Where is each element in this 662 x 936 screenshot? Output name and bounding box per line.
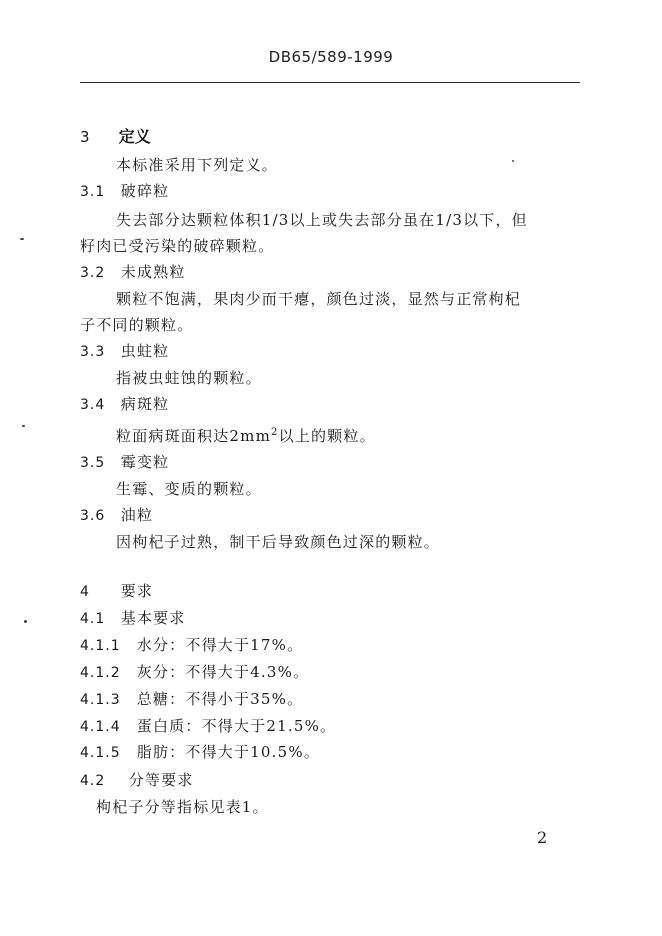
- section-4-1-1: [80, 635, 303, 656]
- section-title: 未成熟粒: [120, 263, 186, 281]
- section-3-4-heading: [80, 394, 169, 415]
- section-4-1-heading: [80, 608, 186, 629]
- section-number: 3.4: [80, 397, 106, 413]
- scan-speck: [512, 160, 514, 162]
- text-part: 以上的颗粒。: [278, 427, 376, 445]
- section-3-1-text-line-1: 失去部分达颗粒体积1/3以上或失去部分虽在1/3以下，但: [116, 211, 528, 229]
- text-part: 粒面病斑面积达2mm: [116, 427, 271, 445]
- section-title: 霉变粒: [120, 453, 170, 471]
- section-title: 病斑粒: [120, 395, 170, 413]
- section-3-1-text-line-2: 籽肉已受污染的破碎颗粒。: [80, 237, 275, 255]
- section-3-3-text: 指被虫蛀蚀的颗粒。: [116, 369, 262, 387]
- section-title: 虫蛀粒: [120, 342, 170, 360]
- section-title: 分等要求: [128, 771, 194, 789]
- page-number: 2: [537, 828, 548, 847]
- section-4-2-text: 枸杞子分等指标见表1。: [96, 798, 269, 816]
- section-3-6-heading: [80, 505, 153, 526]
- section-number: 4.1.5: [80, 745, 121, 761]
- section-3-heading: [80, 127, 151, 147]
- section-4-1-3: [80, 689, 303, 710]
- section-3-4-text: [116, 423, 376, 446]
- section-title: 定义: [118, 127, 151, 146]
- section-title: 要求: [120, 582, 154, 600]
- standard-code: DB65/589-1999: [268, 48, 394, 66]
- section-number: 3.6: [80, 508, 106, 524]
- requirement-text: 灰分：不得大于4.3%。: [136, 663, 310, 681]
- requirement-text: 水分：不得大于17%。: [136, 636, 304, 654]
- section-number: 3.1: [80, 184, 106, 200]
- section-number: 4.1.2: [80, 665, 121, 681]
- section-number: 4.1: [80, 611, 106, 627]
- section-number: 4.1.4: [80, 719, 121, 735]
- section-title: 油粒: [120, 506, 154, 524]
- requirement-text: 脂肪：不得大于10.5%。: [136, 743, 321, 761]
- section-number: 3.2: [80, 265, 106, 281]
- section-number: 4: [80, 584, 90, 600]
- section-number: 3: [80, 128, 90, 146]
- scan-speck: [24, 620, 27, 623]
- section-4-heading: [80, 581, 153, 602]
- section-number: 3.3: [80, 344, 106, 360]
- section-3-intro: 本标准采用下列定义。: [116, 156, 279, 174]
- section-3-2-text-line-2: 子不同的颗粒。: [80, 316, 194, 334]
- section-4-1-5: [80, 742, 320, 763]
- requirement-text: 蛋白质：不得大于21.5%。: [136, 717, 337, 735]
- section-number: 4.1.1: [80, 638, 121, 654]
- scan-speck: [20, 238, 24, 240]
- section-title: 基本要求: [120, 609, 186, 627]
- section-number: 4.2: [80, 773, 106, 789]
- section-number: 3.5: [80, 455, 106, 471]
- header-rule: [80, 82, 580, 83]
- section-3-5-text: 生霉、变质的颗粒。: [116, 480, 262, 498]
- superscript: 2: [271, 427, 279, 438]
- section-title: 破碎粒: [120, 182, 170, 200]
- section-3-2-text-line-1: 颗粒不饱满，果肉少而干瘪，颜色过淡，显然与正常枸杞: [116, 290, 522, 308]
- section-4-1-2: [80, 662, 309, 683]
- section-3-5-heading: [80, 452, 169, 473]
- section-4-1-4: [80, 716, 336, 737]
- section-3-1-heading: [80, 181, 169, 202]
- requirement-text: 总糖：不得小于35%。: [136, 690, 304, 708]
- scan-speck: [22, 425, 25, 427]
- section-4-2-heading: [80, 770, 194, 791]
- section-3-3-heading: [80, 341, 169, 362]
- section-3-6-text: 因枸杞子过熟，制干后导致颜色过深的颗粒。: [116, 533, 441, 551]
- section-number: 4.1.3: [80, 692, 121, 708]
- section-3-2-heading: [80, 262, 186, 283]
